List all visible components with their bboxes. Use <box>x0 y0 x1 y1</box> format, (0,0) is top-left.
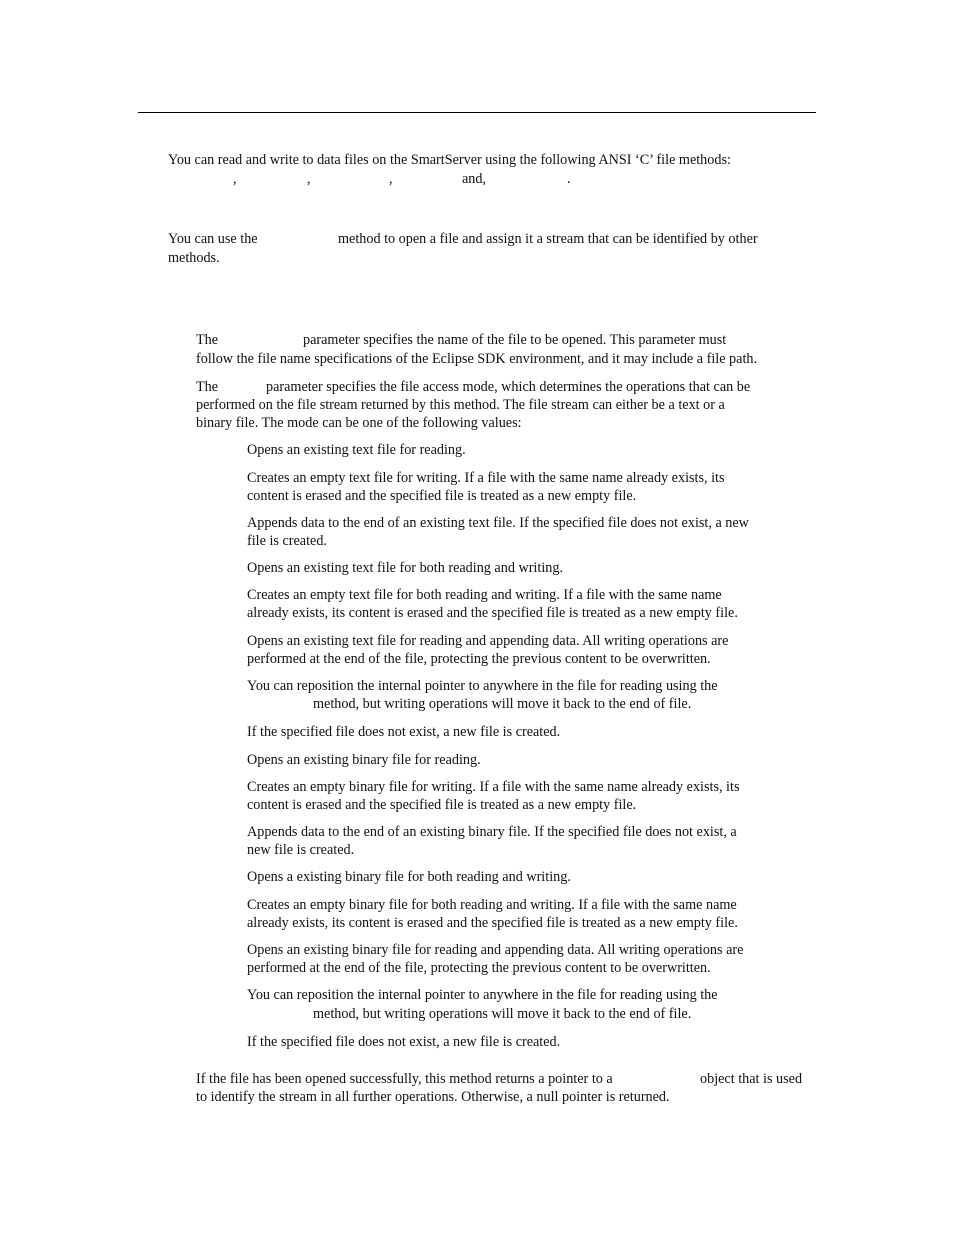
mode-wb-description: content is erased and the specified file is treated as a new empty file. <box>247 797 637 813</box>
header-rule <box>138 112 816 113</box>
intro-and: and, <box>462 171 487 187</box>
intro-line-1: You can read and write to data files on the SmartServer using the following ANSI ‘C’ file methods: <box>168 152 731 168</box>
mode-ab-plus-description: performed at the end of the file, protecting the previous content to be overwritten. <box>247 960 711 976</box>
mode-w-plus-description: already exists, its content is erased and the specified file is treated as a new empty file. <box>247 605 738 621</box>
fopen-line-1b: method to open a file and assign it a stream that can be identified by other <box>338 231 758 247</box>
mode-wb-description: Creates an empty binary file for writing. If a file with the same name already exists, its <box>247 779 740 795</box>
mode-wb-plus-description: Creates an empty binary file for both reading and writing. If a file with the same name <box>247 897 737 913</box>
mode-a-plus-note: method, but writing operations will move it back to the end of file. <box>313 696 692 712</box>
intro-separator: , <box>307 171 311 187</box>
mode-a-plus-description: Opens an existing text file for reading and appending data. All writing operations are <box>247 633 729 649</box>
mode-rb-description: Opens an existing binary file for reading. <box>247 752 481 768</box>
mode-param-line-2: performed on the file stream returned by this method. The file stream can either be a text or a <box>196 397 725 413</box>
mode-w-description: content is erased and the specified file is treated as a new empty file. <box>247 488 637 504</box>
mode-w-description: Creates an empty text file for writing. If a file with the same name already exists, its <box>247 470 725 486</box>
intro-period: . <box>567 171 571 187</box>
intro-separator: , <box>233 171 237 187</box>
return-value-line-1a: If the file has been opened successfully, this method returns a pointer to a <box>196 1071 613 1087</box>
mode-r-description: Opens an existing text file for reading. <box>247 442 466 458</box>
fopen-line-2: methods. <box>168 250 220 266</box>
mode-param-line-1a: The <box>196 379 219 395</box>
mode-ab-plus-note: method, but writing operations will move it back to the end of file. <box>313 1006 692 1022</box>
mode-ab-plus-note: You can reposition the internal pointer to anywhere in the file for reading using the <box>247 987 718 1003</box>
mode-a-plus-description: performed at the end of the file, protecting the previous content to be overwritten. <box>247 651 711 667</box>
mode-rb-plus-description: Opens a existing binary file for both reading and writing. <box>247 869 571 885</box>
mode-ab-description: new file is created. <box>247 842 355 858</box>
mode-a-description: file is created. <box>247 533 327 549</box>
mode-ab-plus-note: If the specified file does not exist, a new file is created. <box>247 1034 561 1050</box>
mode-a-description: Appends data to the end of an existing text file. If the specified file does not exist, a new <box>247 515 749 531</box>
mode-a-plus-note: You can reposition the internal pointer to anywhere in the file for reading using the <box>247 678 718 694</box>
mode-param-line-3: binary file. The mode can be one of the following values: <box>196 415 522 431</box>
return-value-line-2: to identify the stream in all further operations. Otherwise, a null pointer is returned. <box>196 1089 670 1105</box>
return-value-line-1b: object that is used <box>700 1071 803 1087</box>
filename-param-line-1a: The <box>196 332 219 348</box>
filename-param-line-1b: parameter specifies the name of the file to be opened. This parameter must <box>303 332 727 348</box>
mode-a-plus-note: If the specified file does not exist, a new file is created. <box>247 724 561 740</box>
mode-ab-description: Appends data to the end of an existing binary file. If the specified file does not exist, a <box>247 824 737 840</box>
mode-r-plus-description: Opens an existing text file for both reading and writing. <box>247 560 563 576</box>
mode-w-plus-description: Creates an empty text file for both reading and writing. If a file with the same name <box>247 587 722 603</box>
filename-param-line-2: follow the file name specifications of the Eclipse SDK environment, and it may include a file path. <box>196 351 758 367</box>
fopen-line-1a: You can use the <box>168 231 258 247</box>
mode-ab-plus-description: Opens an existing binary file for reading and appending data. All writing operations are <box>247 942 744 958</box>
mode-wb-plus-description: already exists, its content is erased and the specified file is treated as a new empty file. <box>247 915 738 931</box>
mode-param-line-1b: parameter specifies the file access mode, which determines the operations that can be <box>266 379 751 395</box>
intro-separator: , <box>389 171 393 187</box>
